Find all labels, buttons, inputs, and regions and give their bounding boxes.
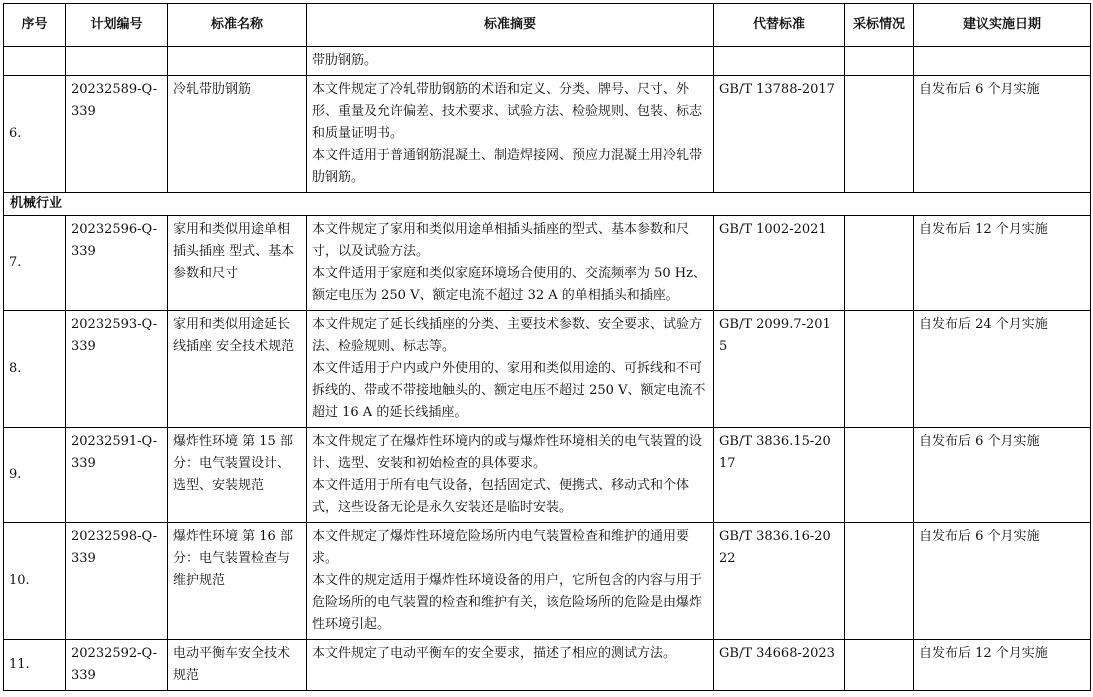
cell-implementation-date: 自发布后 6 个月实施 <box>914 76 1091 193</box>
header-plan-number: 计划编号 <box>66 4 168 47</box>
header-standard-name: 标准名称 <box>168 4 307 47</box>
section-heading: 机械行业 <box>4 193 1091 216</box>
header-summary: 标准摘要 <box>307 4 714 47</box>
header-replaced-standard: 代替标准 <box>714 4 845 47</box>
table-row <box>4 640 1091 691</box>
header-implementation-date: 建议实施日期 <box>914 4 1091 47</box>
cell-no: 10. <box>4 523 66 640</box>
summary-paragraph: 本文件适用于所有电气设备，包括固定式、便携式、移动式和个体式，这些设备无论是永久安装还是临时安装。 <box>312 478 690 515</box>
table-row <box>4 311 1091 428</box>
cell-no: 9. <box>4 428 66 523</box>
cell-standard-name <box>168 47 307 76</box>
table-header-row <box>4 4 1091 47</box>
summary-paragraph: 本文件适用于户内或户外使用的、家用和类似用途的、可拆线和不可拆线的、带或不带接地触头的、额定电压不超过 250 V、额定电流不超过 16 A 的延长线插座。 <box>312 361 706 420</box>
cell-standard-name: 冷轧带肋钢筋 <box>168 76 307 193</box>
cell-adoption <box>845 428 914 523</box>
cell-plan-number <box>66 47 168 76</box>
cell-standard-name: 爆炸性环境 第 16 部分：电气装置检查与维护规范 <box>168 523 307 640</box>
cell-no <box>4 47 66 76</box>
cell-replaced-standard: GB/T 1002-2021 <box>714 216 845 311</box>
summary-paragraph: 本文件规定了家用和类似用途单相插头插座的型式、基本参数和尺寸，以及试验方法。 <box>312 222 690 259</box>
cell-implementation-date <box>914 47 1091 76</box>
standards-table <box>3 3 1091 691</box>
standards-document <box>3 3 1091 691</box>
cell-plan-number: 20232598-Q-339 <box>66 523 168 640</box>
summary-paragraph: 本文件规定了电动平衡车的安全要求，描述了相应的测试方法。 <box>312 646 677 661</box>
cell-plan-number: 20232591-Q-339 <box>66 428 168 523</box>
summary-paragraph: 带肋钢筋。 <box>312 53 378 68</box>
cell-standard-name: 家用和类似用途延长线插座 安全技术规范 <box>168 311 307 428</box>
cell-replaced-standard <box>714 47 845 76</box>
cell-plan-number: 20232592-Q-339 <box>66 640 168 691</box>
continuation-row <box>4 47 1091 76</box>
cell-replaced-standard: GB/T 13788-2017 <box>714 76 845 193</box>
table-row <box>4 428 1091 523</box>
summary-paragraph: 本文件规定了爆炸性环境危险场所内电气装置检查和维护的通用要求。 <box>312 529 690 566</box>
summary-paragraph: 本文件适用于普通钢筋混凝土、制造焊接网、预应力混凝土用冷轧带肋钢筋。 <box>312 148 703 185</box>
cell-no: 7. <box>4 216 66 311</box>
cell-adoption <box>845 216 914 311</box>
cell-summary <box>307 640 714 691</box>
cell-implementation-date: 自发布后 12 个月实施 <box>914 216 1091 311</box>
cell-no: 6. <box>4 76 66 193</box>
table-body <box>4 47 1091 691</box>
summary-paragraph: 本文件的规定适用于爆炸性环境设备的用户，它所包含的内容与用于危险场所的电气装置的检查和维护有关，该危险场所的危险是由爆炸性环境引起。 <box>312 573 703 632</box>
cell-implementation-date: 自发布后 6 个月实施 <box>914 428 1091 523</box>
header-no: 序号 <box>4 4 66 47</box>
cell-adoption <box>845 311 914 428</box>
cell-plan-number: 20232593-Q-339 <box>66 311 168 428</box>
cell-adoption <box>845 76 914 193</box>
summary-paragraph: 本文件规定了延长线插座的分类、主要技术参数、安全要求、试验方法、检验规则、标志等。 <box>312 317 703 354</box>
cell-plan-number: 20232589-Q-339 <box>66 76 168 193</box>
cell-implementation-date: 自发布后 24 个月实施 <box>914 311 1091 428</box>
cell-adoption <box>845 640 914 691</box>
cell-plan-number: 20232596-Q-339 <box>66 216 168 311</box>
cell-standard-name: 家用和类似用途单相插头插座 型式、基本参数和尺寸 <box>168 216 307 311</box>
cell-no: 11. <box>4 640 66 691</box>
cell-adoption <box>845 523 914 640</box>
table-row <box>4 216 1091 311</box>
cell-replaced-standard: GB/T 3836.15-2017 <box>714 428 845 523</box>
cell-summary <box>307 47 714 76</box>
cell-summary <box>307 523 714 640</box>
table-row <box>4 76 1091 193</box>
cell-summary <box>307 311 714 428</box>
cell-implementation-date: 自发布后 12 个月实施 <box>914 640 1091 691</box>
cell-summary <box>307 216 714 311</box>
cell-summary <box>307 428 714 523</box>
summary-paragraph: 本文件适用于家庭和类似家庭环境场合使用的、交流频率为 50 Hz、额定电压为 250 V、额定电流不超过 32 A 的单相插头和插座。 <box>312 266 706 303</box>
cell-no: 8. <box>4 311 66 428</box>
cell-implementation-date: 自发布后 6 个月实施 <box>914 523 1091 640</box>
section-row <box>4 193 1091 216</box>
cell-replaced-standard: GB/T 3836.16-2022 <box>714 523 845 640</box>
cell-replaced-standard: GB/T 34668-2023 <box>714 640 845 691</box>
summary-paragraph: 本文件规定了在爆炸性环境内的或与爆炸性环境相关的电气装置的设计、选型、安装和初始检查的具体要求。 <box>312 434 703 471</box>
table-row <box>4 523 1091 640</box>
header-adoption: 采标情况 <box>845 4 914 47</box>
cell-adoption <box>845 47 914 76</box>
cell-standard-name: 电动平衡车安全技术规范 <box>168 640 307 691</box>
cell-summary <box>307 76 714 193</box>
summary-paragraph: 本文件规定了冷轧带肋钢筋的术语和定义、分类、牌号、尺寸、外形、重量及允许偏差、技术要求、试验方法、检验规则、包装、标志和质量证明书。 <box>312 82 703 141</box>
cell-standard-name: 爆炸性环境 第 15 部分：电气装置设计、选型、安装规范 <box>168 428 307 523</box>
cell-replaced-standard: GB/T 2099.7-2015 <box>714 311 845 428</box>
